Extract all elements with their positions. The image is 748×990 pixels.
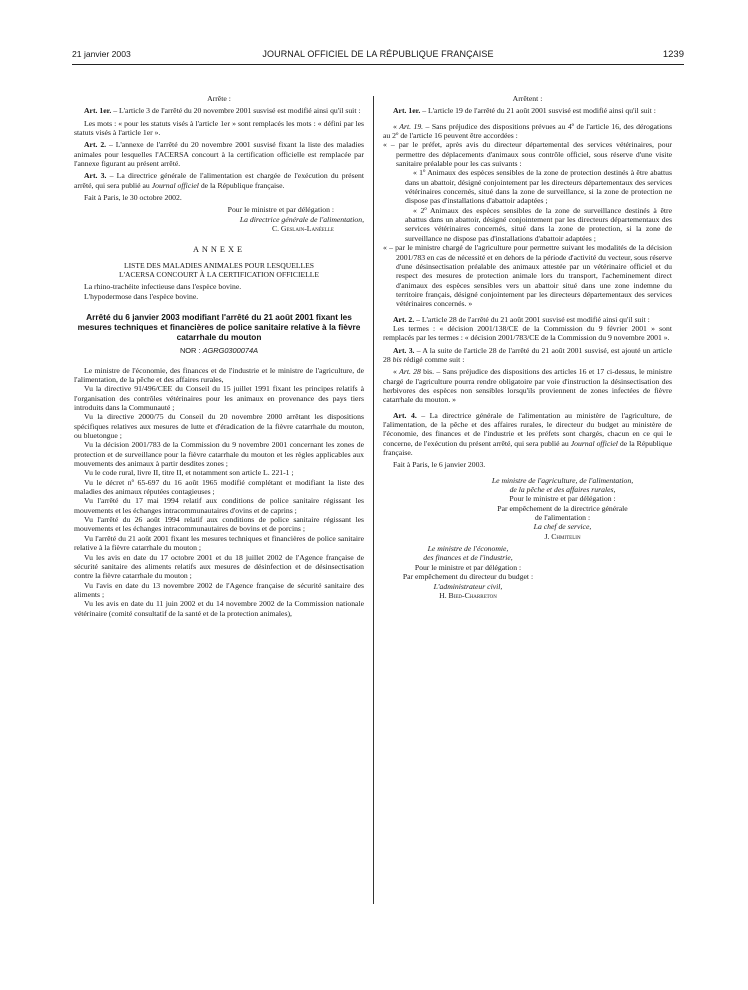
nor-label: NOR : (179, 346, 203, 356)
article-text: de la République française. (198, 180, 285, 190)
article-label: Art. 3. (393, 345, 415, 355)
signature-role: La directrice générale de l'alimentation, (239, 214, 364, 224)
article-4 (383, 411, 672, 458)
header-page-number: 1239 (662, 49, 684, 60)
column-divider (373, 96, 374, 904)
article-19-bullet: « – par le ministre chargé de l'agriculture pour permettre suivant les modalités de la décision 2001/783 en cas de nécessité et en dehors de la période d'activité du vecteur, sous réserve d'une désinsectisation préalable des animaux attestée par un vétérinaire officiel et du respect des mesures de protection animale lors du transport, l'acheminement direct d'animaux des espèces sensibles vers un abattoir situé dans une zone indemne du territoire français, désigné conjointement par les directeurs départementaux des services vétérinaires concernés. » (383, 243, 672, 309)
page-header (72, 49, 684, 63)
header-date: 21 janvier 2003 (72, 49, 131, 59)
signature-name: C. Geslain-Lanéelle (271, 224, 334, 234)
signature-empechement: Par empêchement de la directrice générale (497, 503, 628, 513)
article-label: Art. 2. (393, 314, 415, 324)
signature-role: de la pêche et des affaires rurales, (509, 485, 616, 495)
preamble-item: Vu la directive 2000/75 du Conseil du 20 novembre 2000 arrêtant les dispositions spécifiques relatives aux mesures de lutte et d'éradication de la fièvre catarrhale du mouton, ou bluetongue ; (74, 412, 364, 441)
quote-open: « (393, 121, 400, 131)
signature-name: J. Chmitelin (544, 531, 581, 541)
article-2 (383, 315, 672, 324)
preamble-item: Vu l'arrêté du 21 août 2001 fixant les mesures techniques et financières de police sanitaire relative à la fièvre catarrhale du mouton ; (74, 533, 364, 553)
header-rule (72, 64, 684, 65)
nor-reference (74, 346, 364, 355)
article-label: Art. 4. (393, 410, 417, 420)
article-text: de la République française. (383, 438, 673, 458)
article-text: – L'article 3 de l'arrêté du 20 novembre 2001 susvisé est modifié ainsi qu'il suit : (111, 106, 361, 116)
article-label: Art. 2. (84, 140, 107, 150)
article-19-bullet: « – par le préfet, après avis du directeur départemental des services vétérinaires, pour permettre des déplacements d'animaux sous contrôle officiel, sous réserve d'une visite sanitaire préalable pour les cas suivants : (383, 140, 672, 169)
article-ref: Art. 19. (399, 121, 424, 131)
article-2 (74, 140, 364, 168)
article-text: – L'article 28 de l'arrêté du 21 août 2001 susvisé est modifié ainsi qu'il suit : (414, 314, 650, 324)
arrete-heading: Arrête : (207, 94, 231, 103)
annexe-title (74, 261, 364, 279)
article-text: – L'annexe de l'arrêté du 20 novembre 2001 susvisé fixant la liste des maladies animales pour lesquelles l'ACERSA concourt à la certification officielle est remplacée par l'annexe figurant au présent arrêté. (74, 140, 364, 169)
preamble-item: Vu l'avis en date du 13 novembre 2002 de l'Agence française de sécurité sanitaire des aliments ; (74, 580, 364, 599)
preamble-item: Vu la directive 91/496/CEE du Conseil du 15 juillet 1991 fixant les principes relatifs à l'organisation des contrôles vétérinaires pour les animaux en provenance des pays tiers introduits dans la Communauté ; (74, 384, 364, 413)
preamble-item: Vu le code rural, livre II, titre II, et notamment son article L. 221-1 ; (84, 468, 294, 478)
preamble-item: Vu la décision 2001/783 de la Commission du 9 novembre 2001 concernant les zones de protection et de surveillance pour la fièvre catarrhale du mouton et les règles applicables aux mouvements des animaux à partir desdites zones ; (74, 440, 364, 469)
signature-title: L'administrateur civil, (433, 581, 503, 591)
article-19-intro (383, 122, 672, 141)
signature-empechement: de l'alimentation : (534, 513, 591, 523)
fait-a-paris: Fait à Paris, le 30 octobre 2002. (84, 193, 182, 203)
quote-open: « (393, 367, 400, 377)
arretent-heading: Arrêtent : (512, 94, 543, 103)
article-28bis (383, 367, 672, 404)
article-1 (383, 106, 672, 115)
article-19-subitem: « 1º Animaux des espèces sensibles de la zone de protection destinés à être abattus dans un abattoir, désigné conjointement par les directeurs départementaux des services vétérinaires concernés, situé dans la zone de surveillance, si la zone de protection ne dispose pas d'installations d'abattoir adaptées ; (405, 168, 672, 206)
signature-delegation: Pour le ministre et par délégation : (414, 562, 522, 572)
disease-item: La rhino-trachéite infectieuse dans l'espèce bovine. (84, 282, 242, 292)
bis-word: bis (392, 354, 402, 364)
article-2-body: Les termes : « décision 2001/138/CE de la Commission du 9 février 2001 » sont remplacés par les termes : « décision 2001/783/CE de la Commission du 9 novembre 2001 ». (383, 323, 672, 343)
nor-code: AGRG0300074A (202, 346, 259, 356)
preamble-item: Vu l'arrêté du 26 août 1994 relatif aux conditions de police sanitaire régissant les mouvements et les échanges intracommunautaires de bovins et de porcins ; (74, 515, 364, 534)
header-journal-title: JOURNAL OFFICIEL DE LA RÉPUBLIQUE FRANÇAISE (262, 49, 494, 59)
preamble-item: Le ministre de l'économie, des finances et de l'industrie et le ministre de l'agriculture, de l'alimentation, de la pêche et des affaires rurales, (74, 365, 364, 384)
article-text: rédigé comme suit : (401, 354, 465, 364)
article-19-subitem: « 2º Animaux des espèces sensibles de la zone de surveillance destinés à être abattus dans un abattoir, désigné conjointement par les directeurs départementaux des services vétérinaires concernés, situé dans la zone de protection, si la zone de surveillance ne dispose pas d'installations d'abattoir adaptées ; (405, 205, 672, 243)
signature-block-economie (383, 544, 553, 600)
article-label: Art. 1er. (84, 106, 112, 116)
left-column (74, 94, 364, 618)
annexe-heading: ANNEXE (192, 245, 246, 255)
signature-role: Le ministre de l'agriculture, de l'alimentation, (491, 475, 634, 485)
signature-name: H. Bied-Charreton (439, 590, 497, 600)
article-3 (383, 346, 672, 365)
decree-title: Arrêté du 6 janvier 2003 modifiant l'arrêté du 21 août 2001 fixant les mesures techniques et financières de police sanitaire relative à la fièvre catarrhale du mouton (77, 311, 361, 342)
fait-a-paris: Fait à Paris, le 6 janvier 2003. (393, 460, 486, 470)
disease-item: L'hypodermose dans l'espèce bovine. (84, 291, 199, 301)
preamble-item: Vu le décret nº 65-697 du 16 août 1965 modifié complétant et modifiant la liste des maladies des animaux réputées contagieuses ; (74, 477, 364, 497)
preamble-item: Vu l'arrêté du 17 mai 1994 relatif aux conditions de police sanitaire régissant les mouvements et les échanges intracommunautaires d'ovins et de caprins ; (74, 496, 364, 515)
journal-officiel-ref: Journal officiel (570, 438, 618, 448)
signature-role: des finances et de l'industrie, (423, 553, 513, 563)
article-text: – L'article 19 de l'arrêté du 21 août 2001 susvisé est modifié ainsi qu'il suit : (420, 106, 656, 116)
article-1 (74, 106, 364, 115)
article-ref-bis: bis. (420, 367, 435, 377)
article-label: Art. 1er. (393, 106, 421, 116)
journal-officiel-ref: Journal officiel (151, 180, 199, 190)
annexe-title-line: L'ACERSA CONCOURT À LA CERTIFICATION OFFICIELLE (118, 270, 320, 280)
signature-delegation: Pour le ministre et par délégation : (509, 494, 616, 504)
signature-title: La chef de service, (533, 522, 592, 532)
article-text: – La directrice générale de l'alimentation au ministère de l'agriculture, de l'alimentation, de la pêche et des affaires rurales, le directeur du budget au ministère de l'économie, des finances et de l'industrie et les préfets sont chargés, chacun en ce qui le concerne, de l'exécution du présent arrêté, qui sera publié au (383, 410, 672, 448)
article-ref: Art. 28 (399, 367, 421, 377)
signature-empechement: Par empêchement du directeur du budget : (402, 572, 534, 582)
signature-block-agriculture (383, 476, 672, 541)
right-column (383, 94, 672, 600)
article-text: – Sans préjudice des dispositions prévues au 4º de l'article 16, des dérogations au 2º de l'article 16 peuvent être accordées : (383, 121, 673, 141)
preamble-item: Vu les avis en date du 17 octobre 2001 et du 18 juillet 2002 de l'Agence française de sécurité sanitaire des aliments relatifs aux mesures de désinfection et de désinsectisation contre la fièvre catarrhale du mouton ; (74, 552, 364, 581)
preamble-item: Vu les avis en date du 11 juin 2002 et du 14 novembre 2002 de la Commission nationale vétérinaire (comité consultatif de la santé et de la protection animales), (74, 599, 364, 618)
article-text: – La directrice générale de l'alimentation est chargée de l'exécution du présent arrêté, qui sera publié au (74, 171, 364, 190)
article-3 (74, 171, 364, 190)
signature-delegation: Pour le ministre et par délégation : (227, 205, 334, 215)
article-label: Art. 3. (84, 171, 107, 181)
preamble (74, 366, 364, 618)
article-text: – Sans préjudice des dispositions des articles 16 et 17 ci-dessus, le ministre chargé de l'agriculture pourra rendre obligatoire par voie d'instruction la désinsectisation des herbivores des espèces non sensibles lorsqu'ils proviennent de zones infectées de fièvre catarrhale du mouton. » (383, 367, 672, 405)
article-text: – A la suite de l'article 28 de l'arrêté du 21 août 2001 susvisé, est ajouté un article 28 (383, 345, 672, 364)
signature-role: Le ministre de l'économie, (427, 544, 509, 554)
article-1-amendment: Les mots : « pour les statuts visés à l'article 1er » sont remplacés les mots : « défini par les statuts visés à l'article 1er ». (74, 118, 364, 138)
annexe-title-line: LISTE DES MALADIES ANIMALES POUR LESQUELLES (123, 260, 315, 270)
